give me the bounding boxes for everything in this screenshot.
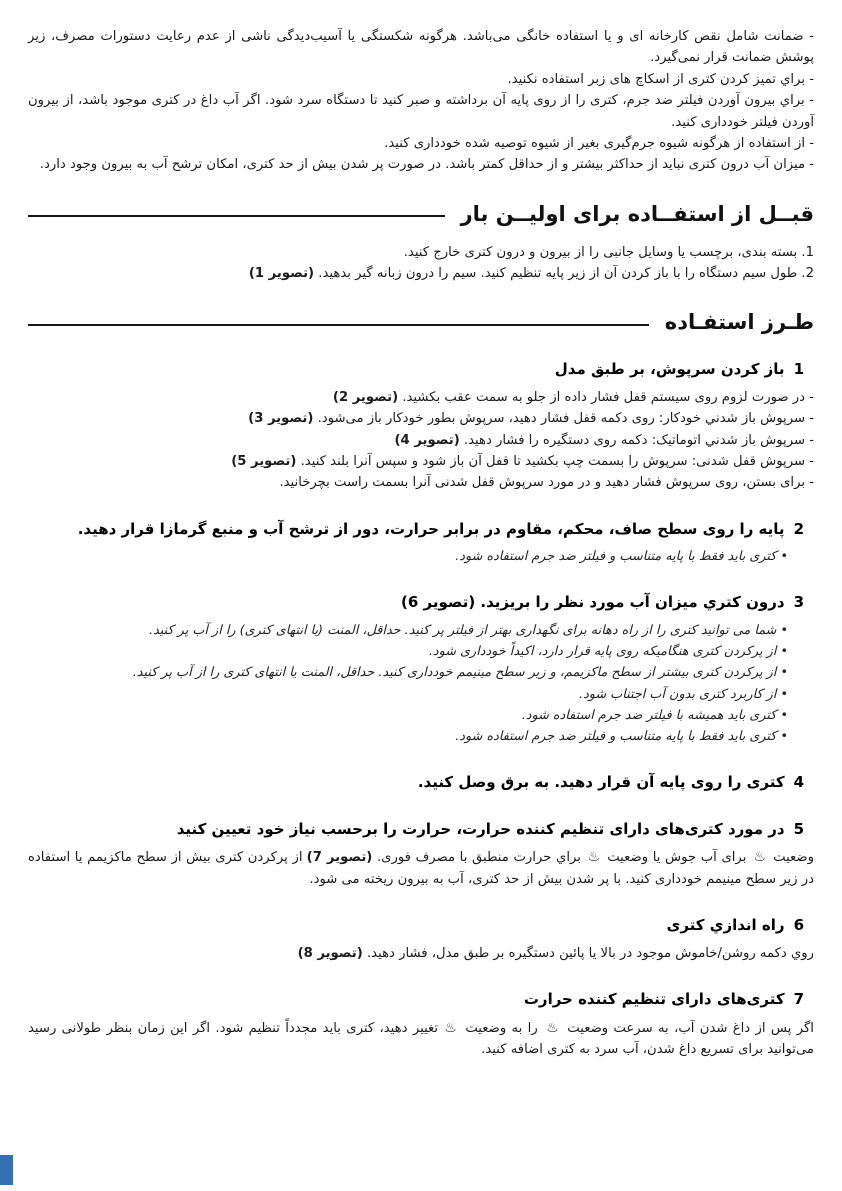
text-run: • کتری باید همیشه با فیلتر ضد جرم استفاده شود.: [521, 707, 788, 723]
text-run: • از کاربرد کتری بدون آب اجتناب شود.: [579, 686, 788, 702]
dash-item: [28, 387, 814, 408]
intro-item: [28, 26, 814, 69]
text-run: در مورد کتری‌های دارای تنظیم کننده حرارت، حرارت را برحسب نیاز خود تعیین کنید: [176, 819, 785, 838]
bullet-item: [28, 641, 814, 662]
intro-section: [28, 26, 814, 176]
block-number: 6: [793, 916, 804, 935]
text-run: - سرپوش باز شدني خودکار: روی دکمه قفل فشار دهید، سرپوش بطور خودکار باز می‌شود.: [313, 411, 814, 427]
block-number: 7: [793, 990, 804, 1009]
text-run: اگر پس از داغ شدن آب، به سرعت وضعیت: [561, 1020, 814, 1036]
text-run: - در صورت لزوم روی سیستم قفل فشار داده از جلو به سمت عقب بکشید.: [398, 389, 814, 405]
instant-heat-position-icon: ♨: [587, 849, 601, 866]
usage-section: [28, 358, 814, 1060]
page-edge-marker: [0, 1155, 13, 1185]
text-run: را به وضعیت: [460, 1020, 544, 1036]
header-rule: [28, 215, 445, 217]
block-number: 2: [793, 519, 804, 538]
text-run: - میزان آب درون کتری نباید از حداکثر بیشتر و از حداقل کمتر باشد. در صورت پر شدن بیش از حد کتری، امکان ترشح آب به بیرون وجود دارد.: [39, 157, 814, 173]
text-run: • کتری باید فقط با پایه متناسب و فیلتر ضد جرم استفاده شود.: [455, 549, 788, 565]
text-run: 1. بسته بندی، برچسب یا وسایل جانبی را از بیرون و درون کتری خارج کنید.: [403, 244, 814, 260]
plain-item: [28, 943, 814, 964]
text-run: تغییر دهید، کتری باید مجدداً تنظیم شود. اگر این زمان بنظر طولانی رسید می‌توانید برای تسریع داغ شدن، آب سرد به کتری اضافه کنید.: [28, 1020, 814, 1058]
figure-ref: (تصویر 7): [306, 850, 373, 866]
text-run: 2. طول سیم دستگاه را با باز کردن آن از زیر پایه تنظیم کنید. سیم را درون زبانه گیر بدهید.: [314, 266, 814, 281]
text-run: • شما می توانید کتری را از راه دهانه برای نگهداری بهتر از فیلتر پر کنید. حداقل، المنت (یا انتهای کتری) را از آب پر کنید.: [149, 622, 788, 638]
text-run: باز کردن سرپوش، بر طبق مدل: [554, 360, 785, 379]
block-heading: [28, 771, 814, 794]
figure-ref: (تصویر 4): [394, 432, 460, 448]
usage-block-4: [28, 771, 814, 794]
bullet-item: [28, 705, 814, 726]
text-run: پایه را روی سطح صاف، محکم، مقاوم در برابر حرارت، دور از ترشح آب و منبع گرمازا قرار دهید.: [77, 519, 785, 538]
text-run: - از استفاده از هرگونه شیوه جرم‌گیری بغیر از شیوه توصیه شده خودداری کنید.: [384, 135, 814, 151]
text-run: • از پرکردن کتری بیشتر از سطح ماکزیمم، و زیر سطح مینیمم خودداری کنید. حداقل، المنت یا انتهای کتری را از آب پر کنید.: [132, 665, 788, 681]
figure-ref: (تصویر 2): [332, 389, 399, 405]
intro-item: [28, 154, 814, 175]
usage-block-3: [28, 591, 814, 747]
text-run: - برای بستن، روی سرپوش فشار دهید و در مورد سرپوش قفل شدنی آنرا بسمت راست بچرخانید.: [279, 475, 814, 491]
dash-item: [28, 451, 814, 472]
figure-ref: (تصویر 6): [401, 593, 476, 612]
first_use-item: [28, 263, 814, 284]
bullet-item: [28, 684, 814, 705]
first-use-header: [28, 202, 814, 226]
text-run: - ضمانت شامل نقص کارخانه ای و یا استفاده خانگی می‌باشد. هرگونه شکستگی یا آسیب‌دیدگی ناشی از عدم رعایت دستورات مصرف، زیر پوشش ضمانت قرار نمی‌گیرد.: [28, 29, 814, 66]
figure-ref: (تصویر 5): [231, 454, 297, 469]
usage-block-5: [28, 818, 814, 891]
usage-block-2: [28, 518, 814, 568]
text-run: روي دکمه روشن/خاموش موجود در بالا یا پائین دستگیره بر طبق مدل، فشار دهید.: [362, 945, 814, 961]
block-number: 5: [793, 819, 804, 838]
text-run: کتری‌های دارای تنظیم کننده حرارت: [523, 990, 785, 1009]
usage-block-6: [28, 914, 814, 964]
block-heading: [28, 818, 814, 841]
intro-item: [28, 69, 814, 90]
plain-item: [28, 1017, 814, 1061]
text-run: درون کتري میزان آب مورد نظر را بریزید.: [475, 593, 785, 612]
text-run: - سرپوش قفل شدنی: سرپوش را بسمت چپ بکشید تا قفل آن باز شود و سپس آنرا بلند کنید.: [296, 454, 814, 469]
dash-item: [28, 408, 814, 429]
text-run: • کتری باید فقط با پایه متناسب و فیلتر ضد جرم استفاده شود.: [455, 729, 788, 745]
first-use-title: قبــل از استفــاده برای اولیــن بار: [460, 201, 814, 226]
block-number: 3: [793, 593, 804, 612]
intro-item: [28, 90, 814, 133]
block-number: 1: [793, 360, 804, 379]
dash-item: [28, 472, 814, 493]
figure-ref: (تصویر 1): [248, 266, 315, 281]
text-run: براي حرارت منطبق با مصرف فوری.: [372, 850, 586, 866]
header-rule: [28, 324, 649, 326]
block-heading: [28, 358, 814, 381]
block-heading: [28, 914, 814, 937]
text-run: - براي تمیز کردن کتری از اسکاچ های زبر استفاده نکنید.: [507, 71, 814, 87]
text-run: - براي بیرون آوردن فیلتر ضد جرم، کتری را از روی پایه آن برداشته و صبر کنید تا دستگاه سرد شود. اگر آب داغ در کتری موجود باشد، از بیرون آوردن فیلتر خودداری کنید.: [28, 93, 814, 130]
block-heading: [28, 591, 814, 614]
boil-position-icon: ♨: [545, 1019, 560, 1036]
usage-block-7: [28, 988, 814, 1061]
first-use-list: [28, 242, 814, 285]
block-number: 4: [793, 773, 804, 792]
block-heading: [28, 988, 814, 1011]
plain-item: [28, 846, 814, 890]
text-run: راه اندازي کتری: [666, 916, 785, 935]
bullet-item: [28, 546, 814, 567]
text-run: وضعیت: [768, 850, 814, 866]
boil-position-icon: ♨: [753, 849, 767, 866]
figure-ref: (تصویر 8): [297, 945, 363, 961]
bullet-item: [28, 726, 814, 747]
text-run: از پرکردن کتری بیش از سطح ماکزیمم یا استفاده در زیر سطح مینیمم خودداری کنید. با پر شدن بیش از حد کتری، آب به بیرون ریخته می شود.: [28, 850, 814, 888]
usage-block-1: [28, 358, 814, 493]
text-run: • از پرکردن کتری هنگامیکه روی پایه قرار دارد، اکیداً خودداری شود.: [428, 644, 788, 660]
instant-heat-position-icon: ♨: [444, 1019, 458, 1036]
intro-item: [28, 133, 814, 154]
block-heading: [28, 518, 814, 541]
text-run: برای آب جوش یا وضعیت: [602, 850, 752, 866]
first_use-item: [28, 242, 814, 263]
dash-item: [28, 430, 814, 451]
bullet-item: [28, 620, 814, 641]
usage-header: [28, 310, 814, 334]
text-run: - سرپوش باز شدني اتوماتیک: دکمه روی دستگیره را فشار دهید.: [459, 432, 814, 448]
bullet-item: [28, 662, 814, 683]
usage-title: طـرز استفـاده: [664, 310, 814, 335]
text-run: کتری را روی پایه آن قرار دهید. به برق وصل کنید.: [417, 773, 785, 792]
figure-ref: (تصویر 3): [248, 411, 314, 427]
